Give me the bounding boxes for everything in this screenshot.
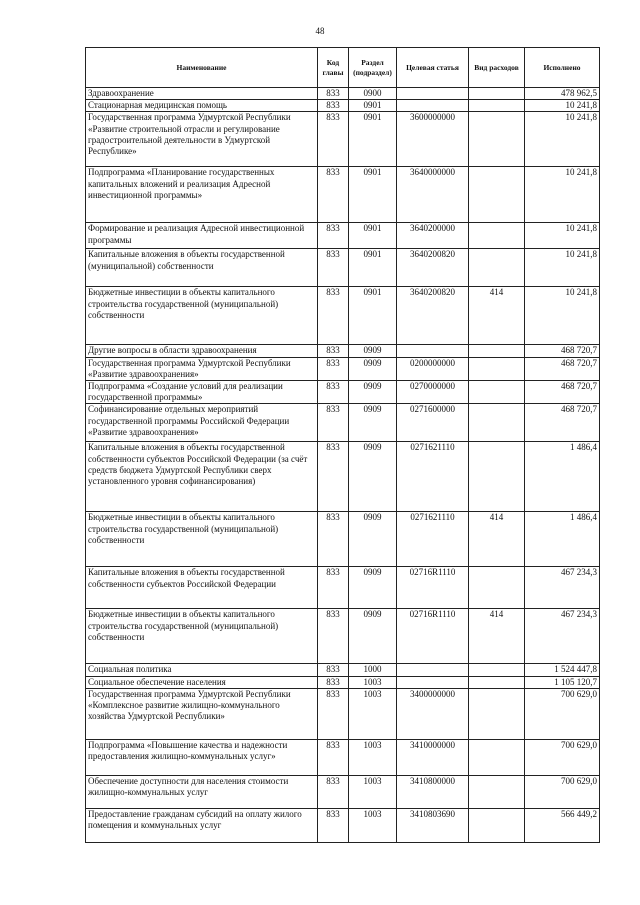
table-row	[86, 775, 600, 808]
cell-name: Подпрограмма «Повышение качества и надежности предоставления жилищно-коммунальных услуг»	[86, 739, 318, 775]
cell-code: 833	[318, 739, 349, 775]
cell-target: 3640200000	[397, 223, 469, 249]
cell-section: 0900	[349, 88, 397, 100]
table-row	[86, 676, 600, 688]
cell-target: 3640000000	[397, 167, 469, 223]
cell-type	[469, 775, 525, 808]
cell-value: 467 234,3	[525, 609, 600, 664]
cell-section: 0901	[349, 100, 397, 112]
cell-target	[397, 345, 469, 357]
cell-section: 0909	[349, 357, 397, 380]
cell-section: 1003	[349, 739, 397, 775]
cell-section: 0909	[349, 567, 397, 609]
cell-section: 1003	[349, 676, 397, 688]
cell-name: Социальное обеспечение населения	[86, 676, 318, 688]
cell-target: 3600000000	[397, 112, 469, 167]
cell-code: 833	[318, 357, 349, 380]
cell-name: Здравоохранение	[86, 88, 318, 100]
cell-section: 0901	[349, 167, 397, 223]
cell-name: Капитальные вложения в объекты государственной (муниципальной) собственности	[86, 249, 318, 287]
cell-type	[469, 567, 525, 609]
cell-value: 468 720,7	[525, 345, 600, 357]
cell-target: 3410000000	[397, 739, 469, 775]
cell-name: Другие вопросы в области здравоохранения	[86, 345, 318, 357]
cell-code: 833	[318, 167, 349, 223]
cell-section: 0909	[349, 345, 397, 357]
cell-code: 833	[318, 404, 349, 442]
cell-type: 414	[469, 609, 525, 664]
table-row	[86, 808, 600, 842]
cell-name: Подпрограмма «Планирование государственных капитальных вложений и реализация Адресной инвестиционной программы»	[86, 167, 318, 223]
cell-section: 0909	[349, 442, 397, 512]
cell-name: Формирование и реализация Адресной инвестиционной программы	[86, 223, 318, 249]
table-row	[86, 664, 600, 676]
cell-code: 833	[318, 223, 349, 249]
cell-value: 467 234,3	[525, 567, 600, 609]
cell-target: 3410800000	[397, 775, 469, 808]
cell-target: 0271621110	[397, 512, 469, 567]
cell-name: Предоставление гражданам субсидий на оплату жилого помещения и коммунальных услуг	[86, 808, 318, 842]
cell-target	[397, 100, 469, 112]
cell-code: 833	[318, 442, 349, 512]
cell-target: 0271621110	[397, 442, 469, 512]
cell-value: 1 486,4	[525, 442, 600, 512]
cell-value: 566 449,2	[525, 808, 600, 842]
cell-section: 0909	[349, 404, 397, 442]
cell-value: 10 241,8	[525, 223, 600, 249]
cell-type	[469, 381, 525, 404]
table-row	[86, 345, 600, 357]
cell-section: 1003	[349, 775, 397, 808]
cell-target: 3410803690	[397, 808, 469, 842]
table-row	[86, 567, 600, 609]
cell-target: 3400000000	[397, 688, 469, 739]
cell-target	[397, 676, 469, 688]
table-row	[86, 688, 600, 739]
header-type: Вид расходов	[469, 48, 525, 88]
header-target: Целевая статья	[397, 48, 469, 88]
cell-value: 10 241,8	[525, 100, 600, 112]
cell-value: 468 720,7	[525, 404, 600, 442]
table-row	[86, 442, 600, 512]
cell-target: 3640200820	[397, 287, 469, 345]
cell-type: 414	[469, 287, 525, 345]
cell-target: 02716R1110	[397, 609, 469, 664]
cell-value: 1 486,4	[525, 512, 600, 567]
cell-value: 10 241,8	[525, 112, 600, 167]
cell-value: 700 629,0	[525, 775, 600, 808]
cell-target: 02716R1110	[397, 567, 469, 609]
cell-name: Бюджетные инвестиции в объекты капитального строительства государственной (муниципальной) собственности	[86, 287, 318, 345]
cell-value: 478 962,5	[525, 88, 600, 100]
table-row	[86, 249, 600, 287]
cell-code: 833	[318, 100, 349, 112]
cell-value: 10 241,8	[525, 167, 600, 223]
table-row	[86, 381, 600, 404]
cell-code: 833	[318, 381, 349, 404]
cell-section: 0901	[349, 249, 397, 287]
cell-name: Государственная программа Удмуртской Республики «Развитие здравоохранения»	[86, 357, 318, 380]
cell-value: 700 629,0	[525, 688, 600, 739]
cell-name: Подпрограмма «Создание условий для реализации государственной программы»	[86, 381, 318, 404]
cell-type	[469, 808, 525, 842]
table-row	[86, 357, 600, 380]
cell-code: 833	[318, 88, 349, 100]
cell-value: 10 241,8	[525, 287, 600, 345]
cell-target: 0270000000	[397, 381, 469, 404]
header-executed: Исполнено	[525, 48, 600, 88]
cell-code: 833	[318, 609, 349, 664]
cell-code: 833	[318, 775, 349, 808]
cell-code: 833	[318, 664, 349, 676]
cell-code: 833	[318, 249, 349, 287]
cell-target	[397, 88, 469, 100]
cell-name: Бюджетные инвестиции в объекты капитального строительства государственной (муниципальной) собственности	[86, 609, 318, 664]
cell-name: Социальная политика	[86, 664, 318, 676]
cell-type	[469, 404, 525, 442]
cell-type	[469, 112, 525, 167]
header-section: Раздел (подраздел)	[349, 48, 397, 88]
cell-code: 833	[318, 567, 349, 609]
cell-type	[469, 442, 525, 512]
cell-value: 700 629,0	[525, 739, 600, 775]
cell-type	[469, 676, 525, 688]
cell-target: 3640200820	[397, 249, 469, 287]
cell-type	[469, 664, 525, 676]
cell-name: Стационарная медицинская помощь	[86, 100, 318, 112]
header-row	[86, 48, 600, 88]
cell-value: 468 720,7	[525, 357, 600, 380]
header-name: Наименование	[86, 48, 318, 88]
cell-name: Бюджетные инвестиции в объекты капитального строительства государственной (муниципальной) собственности	[86, 512, 318, 567]
cell-name: Государственная программа Удмуртской Республики «Развитие строительной отрасли и регулирование градостроительной деятельности в Удмуртской Республике»	[86, 112, 318, 167]
cell-code: 833	[318, 512, 349, 567]
table-row	[86, 167, 600, 223]
cell-target: 0271600000	[397, 404, 469, 442]
cell-type	[469, 88, 525, 100]
table-row	[86, 404, 600, 442]
table-row	[86, 512, 600, 567]
cell-type	[469, 357, 525, 380]
cell-type	[469, 167, 525, 223]
cell-section: 1003	[349, 808, 397, 842]
cell-type	[469, 688, 525, 739]
cell-code: 833	[318, 287, 349, 345]
table-row	[86, 287, 600, 345]
cell-name: Капитальные вложения в объекты государственной собственности субъектов Российской Федерации (за счёт средств бюджета Удмуртской Республики сверх установленного уровня софинансирования)	[86, 442, 318, 512]
cell-code: 833	[318, 688, 349, 739]
cell-section: 0909	[349, 381, 397, 404]
cell-type	[469, 739, 525, 775]
cell-section: 0909	[349, 512, 397, 567]
cell-name: Государственная программа Удмуртской Республики «Комплексное развитие жилищно-коммунального хозяйства Удмуртской Республики»	[86, 688, 318, 739]
cell-section: 0901	[349, 112, 397, 167]
cell-value: 468 720,7	[525, 381, 600, 404]
cell-name: Обеспечение доступности для населения стоимости жилищно-коммунальных услуг	[86, 775, 318, 808]
cell-code: 833	[318, 676, 349, 688]
budget-table	[85, 47, 600, 843]
cell-type	[469, 100, 525, 112]
cell-type	[469, 223, 525, 249]
cell-code: 833	[318, 112, 349, 167]
cell-type	[469, 345, 525, 357]
table-row	[86, 100, 600, 112]
cell-target: 0200000000	[397, 357, 469, 380]
header-code: Код главы	[318, 48, 349, 88]
cell-value: 10 241,8	[525, 249, 600, 287]
cell-code: 833	[318, 345, 349, 357]
table-row	[86, 223, 600, 249]
cell-section: 1000	[349, 664, 397, 676]
table-row	[86, 739, 600, 775]
cell-name: Софинансирование отдельных мероприятий государственной программы Российской Федерации «Развитие здравоохранения»	[86, 404, 318, 442]
cell-section: 0901	[349, 287, 397, 345]
page-number: 48	[315, 26, 325, 36]
cell-type: 414	[469, 512, 525, 567]
cell-section: 0909	[349, 609, 397, 664]
cell-code: 833	[318, 808, 349, 842]
cell-section: 0901	[349, 223, 397, 249]
table-row	[86, 112, 600, 167]
cell-section: 1003	[349, 688, 397, 739]
cell-value: 1 105 120,7	[525, 676, 600, 688]
table-row	[86, 88, 600, 100]
cell-name: Капитальные вложения в объекты государственной собственности субъектов Российской Федерации	[86, 567, 318, 609]
cell-value: 1 524 447,8	[525, 664, 600, 676]
table-row	[86, 609, 600, 664]
cell-type	[469, 249, 525, 287]
cell-target	[397, 664, 469, 676]
